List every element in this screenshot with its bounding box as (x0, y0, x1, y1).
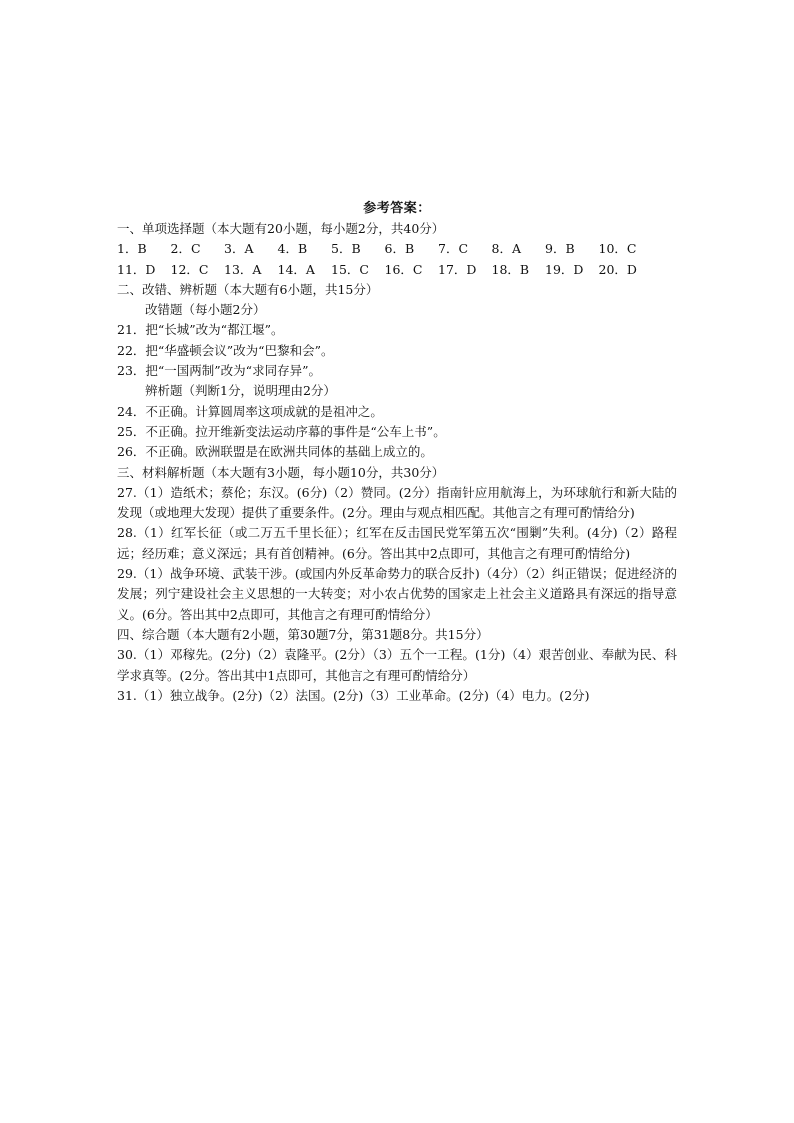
answers-row-1 (117, 239, 677, 259)
answer-item: 18．B (491, 261, 530, 277)
answer-item: 15．C (331, 261, 369, 277)
answer-item: 12．C (170, 261, 209, 277)
answer-item: 5．B (331, 241, 361, 257)
answer-q27: 27.（1）造纸术；蔡伦；东汉。(6分)（2）赞同。(2分）指南针应用航海上，为环球航行和新大陆的发现（或地理大发现）提供了重要条件。(2分。理由与观点相匹配。其他言之有理可酌情给分) (117, 484, 677, 521)
answer-item: 2．C (170, 241, 201, 257)
answer-item: 9．B (545, 241, 575, 257)
answer-q24: 24．不正确。计算圆周率这项成就的是祖冲之。 (117, 403, 383, 419)
answer-q28: 28.（1）红军长征（或二万五千里长征）；红军在反击国民党军第五次“围剿”失利。(4分)（2）路程远；经历难；意义深远；具有首创精神。(6分。答出其中2点即可，其他言之有理可酌情给分) (117, 525, 677, 561)
answer-item: 17．D (438, 261, 477, 277)
answer-q29: 29.（1）战争环境、武装干涉。(或国内外反革命势力的联合反扑)（4分）（2）纠正错误；促进经济的发展；列宁建设社会主义思想的一大转变；对小农占优势的国家走上社会主义道路具有深远的指导意义。(6分。答出其中2点即可，其他言之有理可酌情给分） (117, 566, 677, 622)
section2-sub-analysis: 辨析题（判断1分，说明理由2分） (145, 383, 336, 399)
answer-item: 7．C (438, 241, 469, 257)
section1-heading: 一、单项选择题（本大题有20小题，每小题2分，共40分） (117, 221, 445, 236)
answer-q25: 25．不正确。拉开维新变法运动序幕的事件是“公车上书”。 (117, 423, 446, 439)
answer-q22: 22．把“华盛顿会议”改为“巴黎和会”。 (117, 342, 334, 358)
page-title: 参考答案： (363, 201, 431, 216)
answers-row-2 (117, 260, 677, 280)
answer-item: 13．A (224, 261, 262, 277)
answer-q21: 21．把“长城”改为“都江堰”。 (117, 322, 284, 338)
section2-heading: 二、改错、辨析题（本大题有6小题，共15分） (117, 281, 379, 297)
answer-key-page (117, 198, 677, 706)
section2-sub-correction: 改错题（每小题2分） (145, 302, 266, 318)
answer-item: 10．C (598, 241, 637, 257)
answer-item: 20．D (598, 261, 637, 277)
answer-q30: 30.（1）邓稼先。(2分)（2）袁隆平。(2分）（3）五个一工程。(1分)（4）艰苦创业、奉献为民、科学求真等。(2分。答出其中1点即可，其他言之有理可酌情给分） (117, 647, 677, 683)
answer-q23: 23．把“一国两制”改为“求同存异”。 (117, 363, 321, 379)
answer-item: 19．D (545, 261, 584, 277)
answer-item: 8．A (491, 241, 521, 257)
answer-q26: 26．不正确。欧洲联盟是在欧洲共同体的基础上成立的。 (117, 444, 433, 460)
answer-item: 3．A (224, 241, 254, 257)
answer-item: 16．C (384, 261, 423, 277)
answer-item: 1．B (117, 241, 147, 257)
section3-heading: 三、材料解析题（本大题有3小题，每小题10分，共30分） (117, 464, 445, 480)
answer-item: 6．B (384, 241, 415, 257)
answer-q31: 31.（1）独立战争。(2分)（2）法国。(2分)（3）工业革命。(2分)（4）电力。(2分) (117, 687, 590, 703)
answer-item: 14．A (277, 261, 315, 277)
answer-item: 4．B (277, 241, 308, 257)
section4-heading: 四、综合题（本大题有2小题，第30题7分，第31题8分。共15分） (117, 626, 489, 642)
answer-item: 11．D (117, 261, 156, 277)
